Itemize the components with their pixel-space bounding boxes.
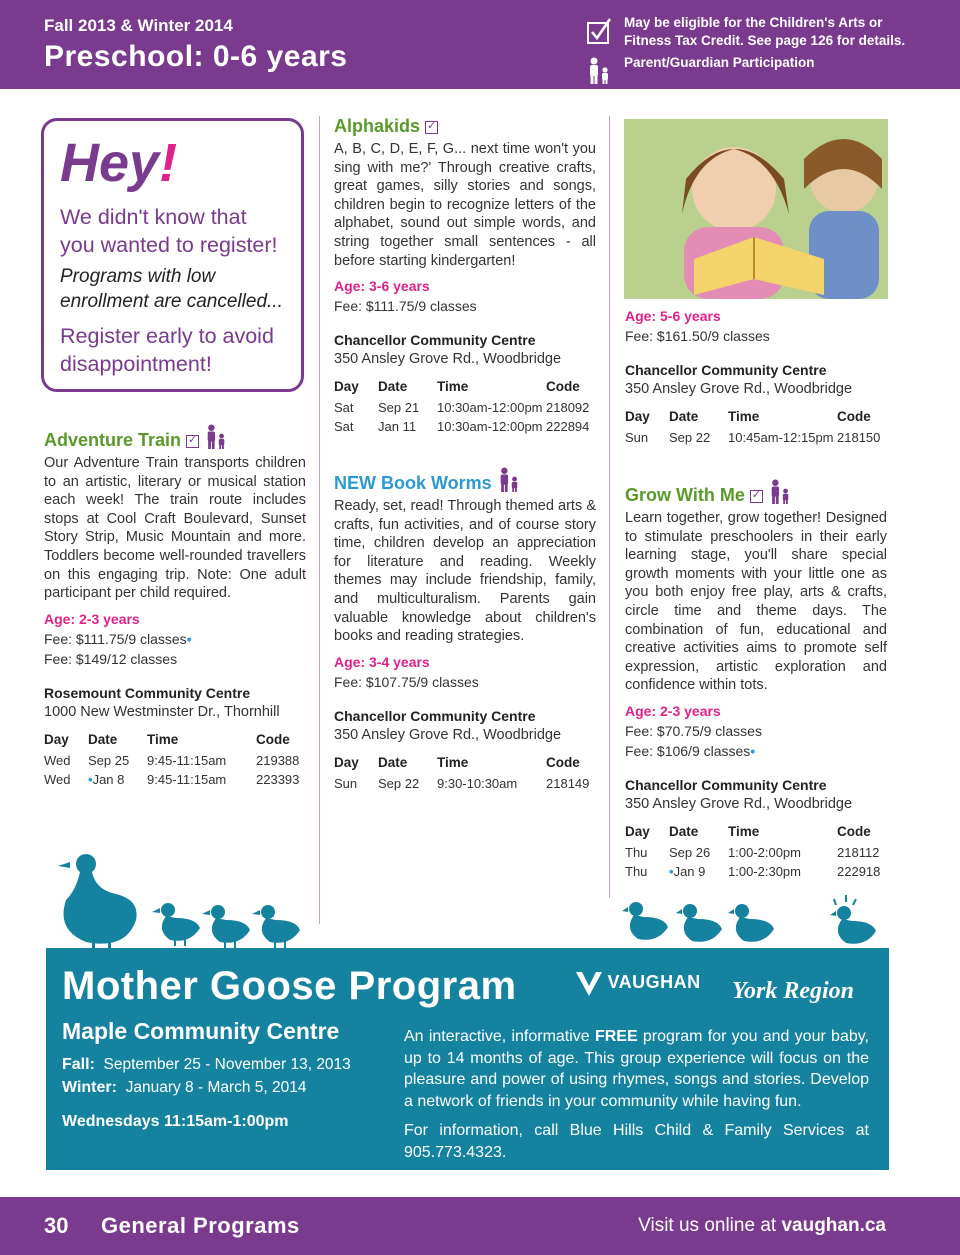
header-time: Time — [147, 731, 179, 747]
program-title — [334, 115, 596, 137]
table-row — [334, 774, 596, 793]
table-header — [334, 379, 596, 398]
program-description: Learn together, grow together! Designed to stimulate preschoolers in their early learning stage, you'll share special growth moments with your little one as you both enjoy free play, arts & crafts, circle time and theme days. The combination of fun, educational and creative activities aims to promote self expression, artistic exploration and confidence within tots. — [625, 510, 887, 694]
section-title: General Programs — [101, 1213, 300, 1238]
venue-name: Chancellor Community Centre — [625, 776, 827, 793]
website-line — [638, 1215, 886, 1237]
venue-name: Chancellor Community Centre — [334, 332, 536, 349]
cell-date: Sep 25 — [88, 752, 130, 768]
cell-day: Wed — [44, 752, 71, 768]
program-title-text: NEW Book Worms — [334, 473, 492, 493]
schedule-table — [625, 409, 887, 447]
duckling-icon — [676, 904, 722, 942]
legend-parent-text: Parent/Guardian Participation — [624, 55, 815, 70]
fee-line: Fee: $111.75/9 classes — [334, 298, 477, 315]
age-label: Age: 3-4 years — [334, 653, 430, 670]
banner-venue: Maple Community Centre — [62, 1018, 340, 1044]
visit-text: Visit us online at — [638, 1215, 777, 1236]
program-title-text: Alphakids — [334, 116, 421, 136]
banner-title: Mother Goose Program — [62, 964, 517, 1008]
program-title — [625, 478, 887, 506]
venue-address: 350 Ansley Grove Rd., Woodbridge — [625, 381, 853, 397]
column-divider — [609, 116, 610, 898]
header-code: Code — [546, 754, 580, 770]
table-row — [44, 770, 306, 789]
schedule-table — [334, 379, 596, 436]
header-code: Code — [837, 409, 871, 424]
winter-text: January 8 - March 5, 2014 — [125, 1079, 307, 1096]
parent-child-icon — [204, 423, 228, 451]
schedule-table — [334, 755, 596, 793]
york-region-logo: York Region — [732, 978, 855, 1004]
cell-time: 1:00-2:30pm — [728, 863, 801, 879]
page-header — [0, 0, 960, 89]
cell-date — [669, 862, 728, 881]
cell-day: Sun — [625, 430, 649, 445]
photo-illustration — [624, 119, 888, 299]
winter-label: Winter: — [62, 1079, 117, 1096]
hey-word: Hey — [60, 133, 160, 193]
cell-time: 10:30am-12:00pm — [437, 400, 543, 416]
program-title — [44, 423, 306, 451]
cell-date — [88, 770, 147, 789]
header-time: Time — [728, 409, 760, 424]
page-title: Preschool: 0-6 years — [44, 40, 348, 73]
cell-code: 218149 — [546, 775, 590, 791]
table-header — [334, 755, 596, 774]
fee-line: Fee: $107.75/9 classes — [334, 673, 479, 690]
venue-name: Chancellor Community Centre — [625, 362, 827, 378]
winter-dot-icon: • — [750, 742, 756, 759]
tax-credit-icon: ✓ — [426, 119, 437, 132]
cell-date: Sep 21 — [378, 400, 420, 416]
vaughan-logo — [576, 970, 701, 996]
season-label: Fall 2013 & Winter 2014 — [44, 16, 233, 35]
legend-tax-line2: Fitness Tax Credit. See page 126 for details. — [624, 33, 906, 48]
description-text: Our Adventure Train transports children to an artistic, literary or musical station each week! The train route includes stops at Cool Craft Boulevard, Sunset Story Strip, Music Mountain and more. Toddlers become well-rounded travellers on this engaging trip. — [44, 455, 306, 583]
cell-time: 9:30-10:30am — [437, 775, 518, 791]
reading-child-photo — [624, 119, 888, 299]
table-row — [44, 751, 306, 770]
program-adventure-train — [44, 423, 306, 789]
cell-time: 10:45am-12:15pm — [728, 430, 834, 445]
program-book-worms — [334, 466, 596, 793]
ducks-illustration-right — [622, 895, 888, 950]
venue-name: Chancellor Community Centre — [334, 707, 536, 724]
fee-line: Fee: $161.50/9 classes — [625, 328, 770, 344]
header-code: Code — [256, 731, 290, 747]
duckling-icon — [622, 902, 668, 940]
cell-time: 1:00-2:00pm — [728, 844, 801, 860]
cell-date-text: Jan 8 — [92, 771, 125, 787]
venue-name: Rosemount Community Centre — [44, 684, 251, 701]
cell-time: 9:45-11:15am — [147, 752, 227, 768]
banner-info: For information, call Blue Hills Child & Family Services at 905.773.4323. — [404, 1122, 869, 1161]
winter-dot-icon: • — [669, 863, 674, 879]
venue-address: 350 Ansley Grove Rd., Woodbridge — [334, 726, 562, 743]
hey-title — [60, 133, 285, 193]
header-date: Date — [88, 731, 118, 747]
program-title-text: Adventure Train — [44, 430, 182, 450]
cell-time: 9:45-11:15am — [147, 771, 227, 787]
cell-date-text: Jan 9 — [673, 863, 706, 879]
cell-date: Sep 26 — [669, 844, 711, 860]
fee-line — [44, 631, 306, 647]
age-label: Age: 2-3 years — [44, 610, 140, 627]
cell-code: 222918 — [837, 863, 881, 879]
duckling-icon — [202, 905, 250, 948]
header-day: Day — [334, 754, 359, 770]
age-label: Age: 5-6 years — [625, 308, 721, 324]
cell-time: 10:30am-12:00pm — [437, 419, 543, 435]
table-row — [625, 862, 887, 881]
page-number: 30 — [44, 1213, 69, 1238]
table-row — [625, 843, 887, 862]
hey-line2: Programs with low enrollment are cancelled... — [60, 266, 283, 312]
ducks-illustration-left — [56, 850, 306, 950]
header-time: Time — [728, 823, 760, 839]
header-date: Date — [669, 409, 699, 424]
fee-text: Fee: $106/9 classes — [625, 742, 751, 759]
fall-dates — [62, 1056, 351, 1074]
vaughan-v-icon — [576, 970, 602, 996]
fall-text: September 25 - November 13, 2013 — [103, 1056, 351, 1073]
cell-code: 218112 — [837, 844, 880, 860]
header-time: Time — [437, 754, 469, 770]
header-day: Day — [625, 823, 650, 839]
desc-post: program for you and your baby, up to 14 months of age. This group experience will focus on the pleasure and power of using rhymes, songs and stories. Develop a network of friends in your community while having fun. — [404, 1028, 870, 1110]
fee-line — [625, 743, 887, 759]
cell-day: Sat — [334, 400, 354, 416]
cell-code: 218150 — [837, 430, 881, 445]
mother-goose-banner — [46, 948, 889, 1170]
header-date: Date — [378, 754, 408, 770]
fee-text: Fee: $111.75/9 classes — [44, 630, 187, 647]
cell-date: Sep 22 — [378, 775, 420, 791]
header-day: Day — [625, 409, 650, 424]
hey-line3: Register early to avoid disappointment! — [60, 324, 274, 376]
table-row — [625, 428, 887, 447]
cell-day: Sat — [334, 419, 354, 435]
cell-code: 218092 — [546, 400, 590, 416]
program-alphakids-continued — [625, 304, 887, 447]
fee-line: Fee: $149/12 classes — [44, 650, 178, 667]
schedule-table — [625, 824, 887, 881]
duckling-icon — [152, 903, 200, 946]
header-date: Date — [669, 823, 699, 839]
column-divider — [319, 116, 320, 924]
header-code: Code — [546, 379, 580, 395]
hey-callout — [41, 118, 304, 392]
program-description: A, B, C, D, E, F, G... next time won't you sing with me?' Through creative crafts, great games, silly stories and songs, children begin to recognize letters of the alphabet, sound out simple words, and string together small sentences - all before starting kindergarten! — [334, 141, 596, 269]
duckling-icon — [252, 905, 300, 948]
desc-pre: An interactive, informative — [404, 1028, 590, 1045]
schedule-table — [44, 732, 306, 789]
age-label: Age: 2-3 years — [625, 702, 721, 719]
table-header — [44, 732, 306, 751]
venue-address: 350 Ansley Grove Rd., Woodbridge — [625, 795, 853, 812]
fall-label: Fall: — [62, 1056, 95, 1073]
venue-address: 350 Ansley Grove Rd., Woodbridge — [334, 351, 562, 368]
website-link[interactable]: vaughan.ca — [781, 1215, 886, 1236]
age-label: Age: 3-6 years — [334, 278, 430, 295]
parent-child-icon — [586, 56, 612, 86]
page-footer — [0, 1197, 960, 1255]
cell-day: Thu — [625, 844, 648, 860]
header-day: Day — [44, 731, 69, 747]
program-alphakids — [334, 115, 596, 436]
duckling-icon — [728, 904, 774, 942]
cell-day: Thu — [625, 863, 648, 879]
hey-bang: ! — [159, 133, 178, 193]
header-code: Code — [837, 823, 871, 839]
table-row — [334, 398, 596, 417]
winter-dates — [62, 1079, 307, 1097]
program-title — [334, 466, 596, 494]
header-day: Day — [334, 379, 359, 395]
note-text: One adult participant per child required. — [44, 566, 306, 602]
cell-day: Sun — [334, 775, 358, 791]
parent-child-icon — [768, 478, 792, 506]
cell-code: 223393 — [256, 771, 300, 787]
banner-time: Wednesdays 11:15am-1:00pm — [62, 1113, 289, 1130]
cell-code: 219388 — [256, 752, 300, 768]
cell-day: Wed — [44, 771, 71, 787]
header-time: Time — [437, 379, 469, 395]
fee-line: Fee: $70.75/9 classes — [625, 722, 762, 739]
goose-icon — [58, 854, 137, 948]
winter-dot-icon: • — [186, 630, 192, 647]
venue-address: 1000 New Westminster Dr., Thornhill — [44, 703, 280, 720]
program-title-text: Grow With Me — [625, 485, 745, 505]
table-row — [334, 417, 596, 436]
tax-credit-icon: ✓ — [751, 488, 761, 501]
note-label: Note: — [197, 566, 232, 583]
program-description: Ready, set, read! Through themed arts & crafts, fun activities, and of course story time, children develop an appreciation for literature and reading. Weekly themes may include friendship, family, and multiculturalism. Parents gain valuable knowledge about children's books and reading strategies. — [334, 498, 596, 645]
hey-line1: We didn't know that you wanted to register! — [60, 205, 278, 257]
checkbox-icon — [586, 16, 612, 46]
header-date: Date — [378, 379, 408, 395]
vaughan-logo-text: VAUGHAN — [607, 971, 701, 992]
banner-description — [404, 1026, 869, 1112]
parent-child-icon — [497, 466, 521, 494]
desc-free: FREE — [594, 1028, 638, 1045]
program-grow-with-me — [625, 478, 887, 881]
tax-credit-icon: ✓ — [187, 433, 198, 446]
cell-code: 222894 — [546, 419, 590, 435]
winter-dot-icon: • — [88, 771, 93, 787]
cell-date: Sep 22 — [669, 430, 711, 445]
program-description — [44, 454, 306, 603]
table-header — [625, 824, 887, 843]
duckling-icon — [830, 895, 876, 944]
legend-tax-line1: May be eligible for the Children's Arts or — [624, 15, 883, 30]
table-header — [625, 409, 887, 428]
cell-date: Jan 11 — [378, 419, 417, 435]
